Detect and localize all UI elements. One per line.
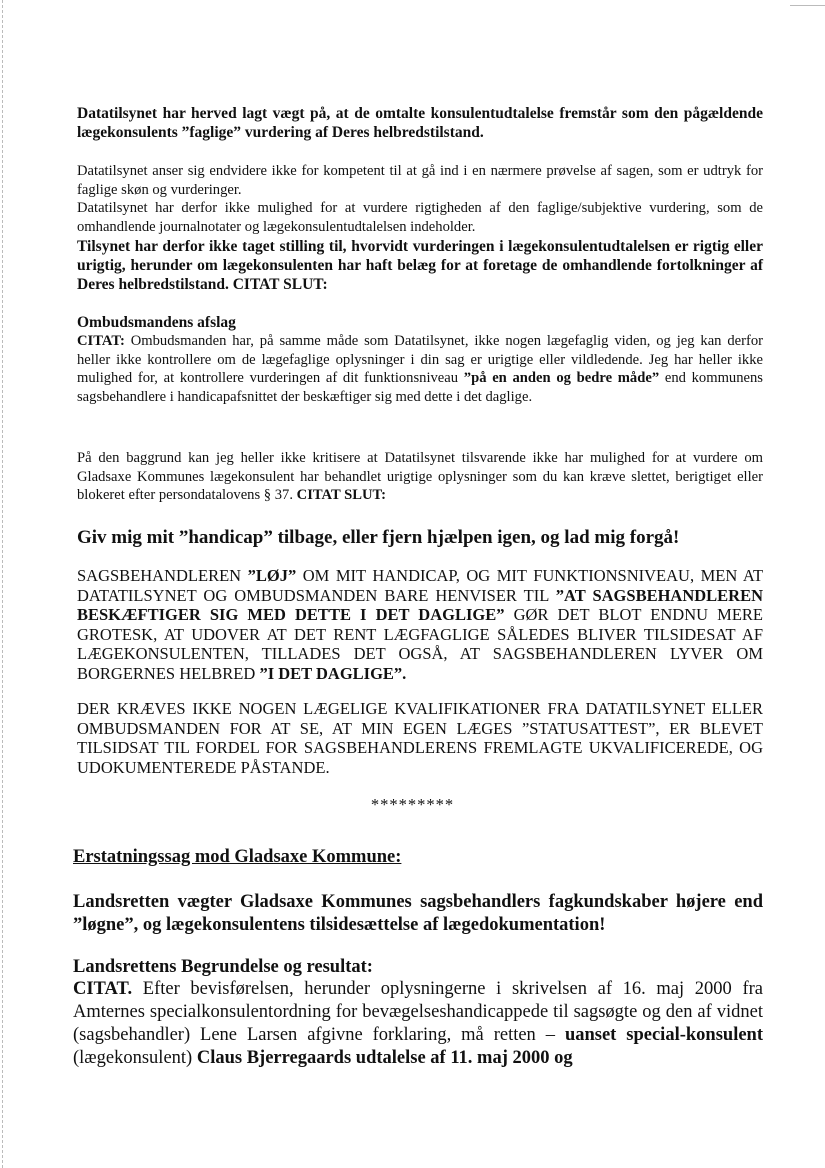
scan-edge-top [790, 5, 825, 6]
ombudsmand-text-1: Ombudsmanden har, på samme måde som Datatilsynet, ikke nogen lægefaglig viden, og jeg kan derfor heller ikke kontrollere om de lægefaglige oplysninger i din sag er urigtige eller vildledende. Jeg har heller ikke mulighed for, at kontrollere vurderingen af dit funktionsniveau [77, 333, 763, 386]
ombudsmand-heading: Ombudsmandens afslag [77, 314, 236, 331]
datatilsynet-paragraph-2: Datatilsynet anser sig endvidere ikke for kompetent til at gå ind i en nærmere prøvelse af sagen, som er udtryk for faglige skøn og vurderinger. [77, 163, 763, 198]
begrundelse-bold-1: uanset special-konsulent [564, 1025, 763, 1045]
ombudsmand-paragraph-2 [77, 449, 763, 505]
begrundelse-text-1: Efter bevisførelsen, herunder oplysningerne i skrivelsen af 16. maj 2000 fra Amternes specialkonsulentordning for bevægelseshandicappede til sagsøgte og den af vidnet (sagsbehandler) Lene Larsen afgivne forklaring, må retten – [73, 979, 763, 1045]
handicap-text-1: SAGSBEHANDLEREN [77, 566, 242, 585]
handicap-text-2: OM MIT HANDICAP, OG MIT FUNKTIONSNIVEAU, MEN AT DATATILSYNET OG OMBUDSMANDEN BARE HENVISER TIL [77, 566, 764, 605]
ombudsmand-text-2: end kommunens sagsbehandlere i handicapafsnittet der beskæftiger sig med dette i det daglige. [77, 370, 763, 405]
begrundelse-heading: Landsrettens Begrundelse og resultat: [73, 957, 373, 977]
handicap-paragraph-1 [77, 566, 763, 683]
handicap-text-3: GØR DET BLOT ENDNU MERE GROTESK, AT UDOVER AT DET RENT LÆGFAGLIGE SÅLEDES BLIVER TILSIDESAT AF LÆGEKONSULENTEN, TILLADES DET OGSÅ, AT SAGSBEHANDLEREN LYVER OM BORGERNES HELBRED [77, 605, 763, 683]
citat-label: CITAT: [77, 333, 125, 349]
begrundelse-bold-2: Claus Bjerregaards udtalelse af 11. maj 2000 og [196, 1048, 573, 1068]
erstatning-heading: Erstatningssag mod Gladsaxe Kommune: [73, 847, 402, 867]
datatilsynet-paragraph-1: Datatilsynet har herved lagt vægt på, at de omtalte konsulentudtalelse fremstår som den pågældende lægekonsulents ”faglige” vurdering af Deres helbredstilstand. [77, 105, 763, 141]
citat-slut-label: CITAT SLUT: [296, 487, 386, 503]
handicap-heading: Giv mig mit ”handicap” tilbage, eller fjern hjælpen igen, og lad mig forgå! [77, 527, 680, 548]
section-divider: ********* [370, 795, 455, 814]
datatilsynet-paragraph-3: Datatilsynet har derfor ikke mulighed for at vurdere rigtigheden af den faglige/subjektive vurdering, som de omhandlende journalnotater og lægekonsulentudtalelsen indeholder. [77, 200, 763, 235]
begrundelse-paragraph [73, 978, 763, 1070]
citat-label-2: CITAT. [73, 979, 133, 999]
erstatning-subheading: Landsretten vægter Gladsaxe Kommunes sagsbehandlers fagkundskaber højere end ”løgne”, og lægekonsulentens tilsidesættelse af lægedokumentation! [73, 892, 763, 935]
ombudsmand-paragraph-1 [77, 332, 763, 406]
begrundelse-text-2: (lægekonsulent) [73, 1048, 193, 1068]
ombudsmand-quote-bold: ”på en anden og bedre måde” [463, 370, 660, 386]
handicap-paragraph-2: DER KRÆVES IKKE NOGEN LÆGELIGE KVALIFIKATIONER FRA DATATILSYNET ELLER OMBUDSMANDEN FOR AT SE, AT MIN EGEN LÆGES ”STATUSATTEST”, ER BLEVET TILSIDSAT TIL FORDEL FOR SAGSBEHANDLERENS FREMLAGTE UKVALIFICEREDE, OG UDOKUMENTEREDE PÅSTANDE. [77, 699, 763, 777]
ombudsmand-text-3: På den baggrund kan jeg heller ikke kritisere at Datatilsynet tilsvarende ikke har mulighed for at vurdere om Gladsaxe Kommunes lægekonsulent har behandlet urigtige oplysninger som du kan kræve slettet, berigtiget eller blokeret efter persondatalovens § 37. [77, 450, 763, 503]
datatilsynet-paragraph-4: Tilsynet har derfor ikke taget stilling til, hvorvidt vurderingen i lægekonsulentudtalelsen er rigtig eller urigtig, herunder om lægekonsulenten har haft belæg for at foretage de omhandlende fortolkninger af Deres helbredstilstand. CITAT SLUT: [77, 238, 763, 293]
handicap-bold-3: ”I DET DAGLIGE”. [259, 663, 407, 683]
scan-edge-left [2, 0, 3, 1168]
handicap-bold-2: ”AT SAGSBEHANDLEREN BESKÆFTIGER SIG MED DETTE I DET DAGLIGE” [77, 585, 764, 624]
handicap-bold-1: ”LØJ” [247, 566, 297, 585]
